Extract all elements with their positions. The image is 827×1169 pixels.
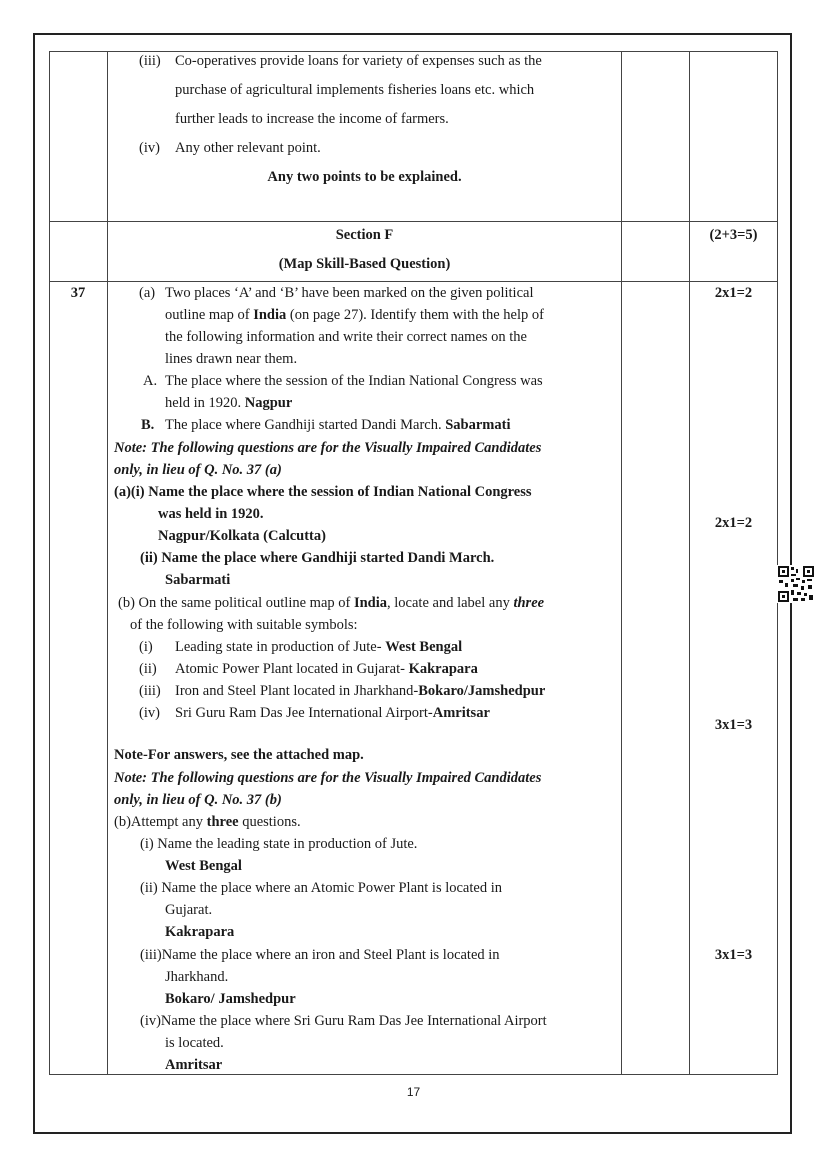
b-item-3-number: (iii) [139,683,161,699]
item-B-line: The place where Gandhiji started Dandi March. Sabarmati [165,417,511,433]
marks-part-a: 2x1=2 [714,285,753,301]
section-title: Section F [335,227,394,243]
column-divider-1 [107,51,108,1074]
vi-b-iii-line2: Jharkhand. [165,969,229,985]
page-number: 17 [406,1085,421,1099]
vi-a2-answer: Sabarmati [165,572,231,588]
b-item-4-number: (iv) [139,705,160,721]
vi-b-i-line1: (i) Name the leading state in production of Jute. [140,836,418,852]
marks-part-b-vi: 3x1=3 [714,947,753,963]
vi-b-iv-answer: Amritsar [165,1057,223,1073]
section-subtitle: (Map Skill-Based Question) [278,256,451,272]
row-divider-2 [49,281,778,282]
vi-b-ii-answer: Kakrapara [165,924,235,940]
vi-a1-line2: was held in 1920. [158,506,264,522]
point-iv-number: (iv) [139,140,160,156]
table-border-right [777,51,778,1074]
b-item-2: Atomic Power Plant located in Gujarat- Kakrapara [175,661,478,677]
vi-b-ii-line2: Gujarat. [165,902,213,918]
part-a-label: (a) [139,285,156,301]
column-divider-2 [621,51,622,1074]
map-answers-note: Note-For answers, see the attached map. [114,747,364,763]
page-border [33,33,792,1134]
section-marks: (2+3=5) [709,227,758,243]
vi-a1-line1: (a)(i) Name the place where the session of Indian National Congress [114,484,532,500]
vi-b-i-answer: West Bengal [165,858,242,874]
item-B-label: B. [141,417,155,433]
table-border-left [49,51,50,1074]
b-item-1: Leading state in production of Jute- West Bengal [175,639,463,655]
part-b-line1: (b) On the same political outline map of India, locate and label any three [118,595,545,611]
part-b-line2: of the following with suitable symbols: [130,617,358,633]
b-item-1-number: (i) [139,639,153,655]
item-A-line2: held in 1920. Nagpur [165,395,293,411]
any-two-points-note: Any two points to be explained. [267,169,462,185]
point-iii-line1: Co-operatives provide loans for variety of expenses such as the [175,53,542,69]
item-B-answer: Sabarmati [445,417,511,433]
vi-b-iv-line1: (iv)Name the place where Sri Guru Ram Das Jee International Airport [140,1013,547,1029]
item-A-label: A. [143,373,158,389]
part-a-line1: Two places ‘A’ and ‘B’ have been marked on the given political [165,285,534,301]
part-a-line4: lines drawn near them. [165,351,298,367]
point-iii-line3: further leads to increase the income of farmers. [175,111,449,127]
vi-note-b-line2: only, in lieu of Q. No. 37 (b) [114,792,282,808]
vi-b-iii-line1: (iii)Name the place where an iron and Steel Plant is located in [140,947,500,963]
vi-note-b-line1: Note: The following questions are for the Visually Impaired Candidates [114,770,542,786]
point-iv-text: Any other relevant point. [175,140,321,156]
vi-note-a-line1: Note: The following questions are for the Visually Impaired Candidates [114,440,542,456]
part-a-line3: the following information and write their correct names on the [165,329,527,345]
question-number: 37 [70,285,86,301]
table-border-bottom [49,1074,778,1075]
row-divider-1 [49,221,778,222]
vi-b-intro: (b)Attempt any three questions. [114,814,301,830]
marks-part-a-vi: 2x1=2 [714,515,753,531]
b-item-2-number: (ii) [139,661,157,677]
qr-code-icon [777,565,815,603]
item-A-line1: The place where the session of the Indian National Congress was [165,373,543,389]
point-iii-number: (iii) [139,53,161,69]
b-item-3: Iron and Steel Plant located in Jharkhand-Bokaro/Jamshedpur [175,683,546,699]
vi-a2-line1: (ii) Name the place where Gandhiji started Dandi March. [140,550,495,566]
point-iii-line2: purchase of agricultural implements fisheries loans etc. which [175,82,535,98]
item-A-answer: Nagpur [244,395,293,411]
vi-note-a-line2: only, in lieu of Q. No. 37 (a) [114,462,282,478]
vi-b-iii-answer: Bokaro/ Jamshedpur [165,991,296,1007]
vi-b-iv-line2: is located. [165,1035,224,1051]
b-item-4: Sri Guru Ram Das Jee International Airport-Amritsar [175,705,490,721]
marks-part-b: 3x1=3 [714,717,753,733]
column-divider-3 [689,51,690,1074]
vi-b-ii-line1: (ii) Name the place where an Atomic Power Plant is located in [140,880,502,896]
part-a-line2: outline map of India (on page 27). Identify them with the help of [165,307,544,323]
vi-a1-answer: Nagpur/Kolkata (Calcutta) [158,528,326,544]
